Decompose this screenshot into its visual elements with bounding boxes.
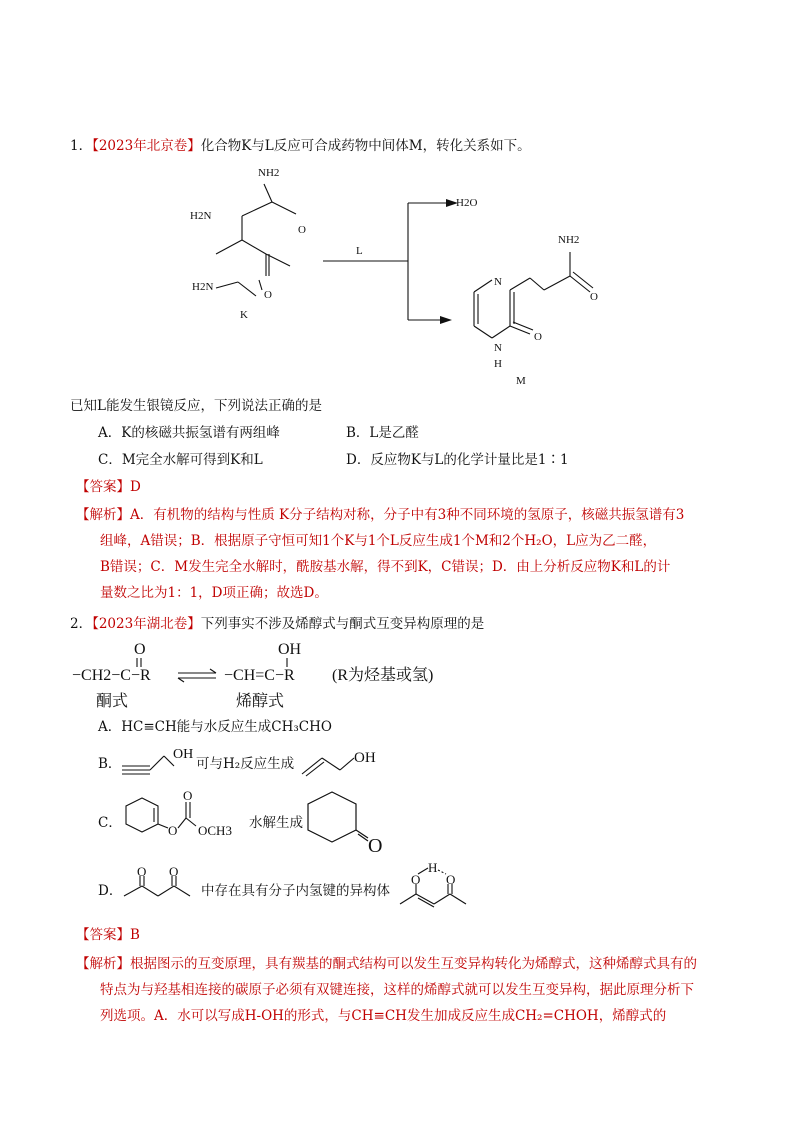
q1-known: 已知L能发生银镜反应，下列说法正确的是 xyxy=(70,398,322,414)
carbonate-o1: O xyxy=(168,823,178,838)
enol-hbond-structure xyxy=(394,860,480,912)
q1-answer-tag: 【答案】 xyxy=(76,479,130,495)
hbond-h: H xyxy=(428,860,438,875)
q1-option-a: A．K的核磁共振氢谱有两组峰 xyxy=(98,425,280,441)
product-water: H2O xyxy=(456,197,478,209)
q1-answer xyxy=(76,477,141,497)
q2-option-d-letter: D． xyxy=(98,883,123,899)
q2-stem: 下列事实不涉及烯醇式与酮式互变异构原理的是 xyxy=(200,616,485,632)
q1-option-b: B．L是乙醛 xyxy=(346,425,419,441)
acetylacetone-structure xyxy=(118,866,202,906)
enol-formula: −CH=C−R xyxy=(224,667,295,684)
q2-option-a xyxy=(98,717,332,737)
q2-analysis-line-1: 根据图示的互变原理，具有羰基的酮式结构可以发生互变异构转化为烯醇式，这种烯醇式具有的 xyxy=(130,956,697,972)
cyclohexanone-structure xyxy=(300,788,396,860)
q2-answer-value: B xyxy=(130,927,140,943)
q1-analysis xyxy=(76,502,736,606)
q2-analysis-line-3: 列选项。A．水可以写成H-OH的形式，与CH≡CH发生加成反应生成CH₂=CHOH，烯醇式的 xyxy=(100,1008,667,1024)
q2-option-a-text: HC≡CH能与水反应生成CH₃CHO xyxy=(121,719,332,735)
q2-option-d-text: 中存在具有分子内氢键的异构体 xyxy=(201,883,390,899)
cyclohexanone-o: O xyxy=(368,835,383,857)
label-enol: 烯醇式 xyxy=(236,693,285,710)
allyl-oh: OH xyxy=(354,750,376,766)
q2-analysis-tag: 【解析】 xyxy=(76,956,130,972)
q1-analysis-line-3: B错误；C．M发生完全水解时，酰胺基水解，得不到K，C错误；D．由上分析反应物K和L的计 xyxy=(100,559,671,575)
m-amide-o: O xyxy=(590,291,598,303)
carbonate-o2: O xyxy=(183,790,193,803)
carbonate-och3: OCH3 xyxy=(198,823,232,838)
q1-answer-value: D xyxy=(130,479,141,495)
keto-formula: −CH2−C−R xyxy=(72,667,151,684)
q1-analysis-line-2: 组峰，A错误；B．根据原子守恒可知1个K与1个L反应生成1个M和2个H₂O，L应为乙二醛， xyxy=(100,533,657,549)
q2-option-c-letter: C． xyxy=(98,815,122,831)
q1-stem: 化合物K与L反应可合成药物中间体M，转化关系如下。 xyxy=(200,138,531,154)
acac-o1: O xyxy=(137,866,147,879)
q1-analysis-line-1: A．有机物的结构与性质 K分子结构对称，分子中有3种不同环境的氢原子，核磁共振氢谱有3 xyxy=(130,507,685,523)
enol-carbonate-structure xyxy=(118,790,258,850)
q2-source: 【2023年湖北卷】 xyxy=(92,616,201,632)
q2-option-b-text: 可与H₂反应生成 xyxy=(196,756,295,772)
q2-answer xyxy=(76,925,140,945)
m-ring-n: N xyxy=(494,276,502,288)
m-label: M xyxy=(516,375,526,387)
keto-o: O xyxy=(134,641,146,658)
q2-tautomer-equation xyxy=(70,638,470,710)
allyl-alcohol-structure xyxy=(298,744,388,778)
acac-o2: O xyxy=(169,866,179,879)
propargyl-alcohol-structure xyxy=(118,742,198,776)
m-nh-h: H xyxy=(494,358,502,370)
q1-header xyxy=(70,136,531,156)
q2-analysis xyxy=(76,951,736,1029)
q1-option-d: D．反应物K与L的化学计量比是1∶1 xyxy=(346,452,569,468)
k-nh2-top: NH2 xyxy=(258,167,280,179)
q1-number: 1． xyxy=(70,138,93,154)
enol-oh: OH xyxy=(278,641,302,658)
q2-option-a-letter: A． xyxy=(98,719,122,735)
hbond-o2: O xyxy=(446,872,456,887)
reagent-l: L xyxy=(356,245,363,257)
equation-note: (R为烃基或氢) xyxy=(332,667,434,684)
k-label: K xyxy=(240,309,248,321)
m-nh-n: N xyxy=(494,342,502,354)
q1-analysis-tag: 【解析】 xyxy=(76,507,130,523)
q2-number: 2． xyxy=(70,616,93,632)
hbond-o1: O xyxy=(411,872,421,887)
k-o-right: O xyxy=(298,224,306,236)
k-h2n-bottom: H2N xyxy=(192,281,214,293)
q2-answer-tag: 【答案】 xyxy=(76,927,130,943)
q2-option-c-text: 水解生成 xyxy=(249,815,303,831)
m-ring-o: O xyxy=(534,331,542,343)
q1-reaction-scheme xyxy=(180,158,620,398)
q1-source: 【2023年北京卷】 xyxy=(92,138,201,154)
k-o-bottom: O xyxy=(264,289,272,301)
q2-option-b-letter: B． xyxy=(98,756,122,772)
q1-analysis-line-4: 量数之比为1：1，D项正确；故选D。 xyxy=(100,585,328,601)
label-keto: 酮式 xyxy=(96,693,129,710)
m-nh2: NH2 xyxy=(558,234,580,246)
propargyl-oh: OH xyxy=(173,747,194,762)
q2-analysis-line-2: 特点为与羟基相连接的碳原子必须有双键连接，这样的烯醇式就可以发生互变异构，据此原理分析下 xyxy=(100,982,694,998)
k-h2n-left: H2N xyxy=(190,210,212,222)
q1-option-c: C．M完全水解可得到K和L xyxy=(98,452,263,468)
q2-header xyxy=(70,614,484,634)
